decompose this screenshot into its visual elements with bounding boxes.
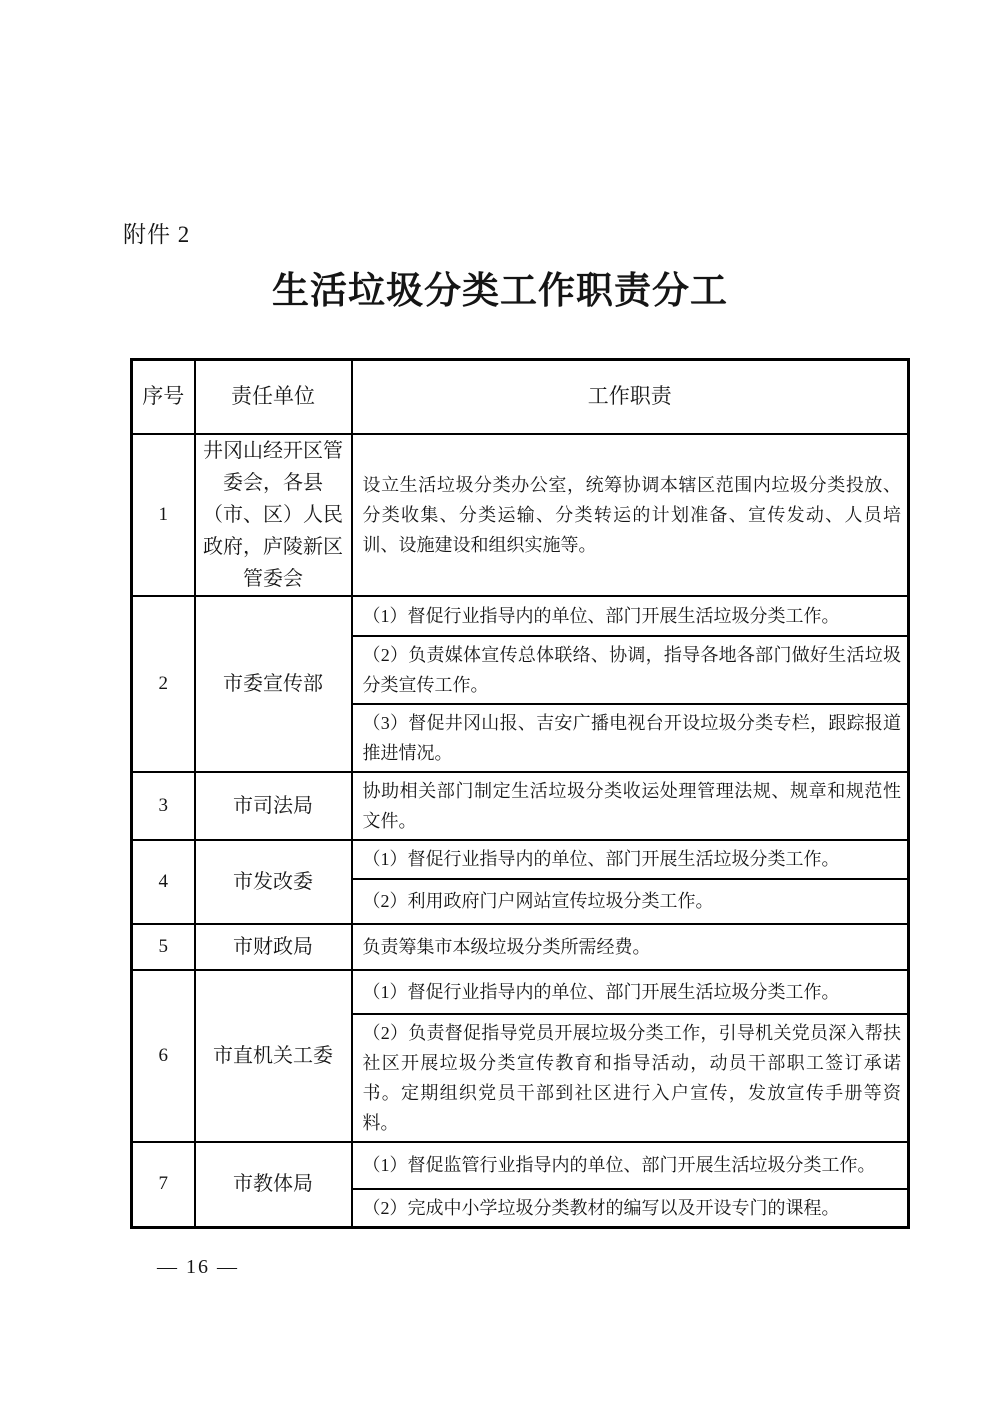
work-duty-cell: 协助相关部门制定生活垃圾分类收运处理管理法规、规章和规范性文件。	[352, 772, 909, 840]
col-header-responsible-unit: 责任单位	[195, 360, 352, 434]
col-header-work-duty: 工作职责	[352, 360, 909, 434]
serial-no-cell: 5	[132, 924, 195, 970]
work-duty-cell: 设立生活垃圾分类办公室，统筹协调本辖区范围内垃圾分类投放、分类收集、分类运输、分类转运的计划准备、宣传发动、人员培训、设施建设和组织实施等。	[352, 434, 909, 596]
table-row	[132, 924, 909, 970]
responsible-unit-cell: 市教体局	[195, 1142, 352, 1228]
table-row	[132, 970, 909, 1014]
table-row	[132, 434, 909, 596]
responsible-unit-cell: 市发改委	[195, 840, 352, 924]
work-duty-cell: （2）负责媒体宣传总体联络、协调，指导各地各部门做好生活垃圾分类宣传工作。	[352, 636, 909, 704]
attachment-label: 附件 2	[123, 222, 191, 247]
table-row	[132, 840, 909, 879]
work-duty-cell: （2）完成中小学垃圾分类教材的编写以及开设专门的课程。	[352, 1189, 909, 1228]
responsible-unit-cell: 市司法局	[195, 772, 352, 840]
table-header	[132, 360, 909, 434]
table-body	[132, 434, 909, 1228]
page-title: 生活垃圾分类工作职责分工	[272, 271, 728, 312]
responsible-unit-cell: 市直机关工委	[195, 970, 352, 1142]
responsible-unit-cell: 市财政局	[195, 924, 352, 970]
table-row	[132, 596, 909, 636]
responsible-unit-cell: 市委宣传部	[195, 596, 352, 772]
work-duty-cell: （1）督促行业指导内的单位、部门开展生活垃圾分类工作。	[352, 840, 909, 879]
work-duty-cell: （1）督促监管行业指导内的单位、部门开展生活垃圾分类工作。	[352, 1142, 909, 1189]
serial-no-cell: 3	[132, 772, 195, 840]
serial-no-cell: 2	[132, 596, 195, 772]
col-header-serial-no: 序号	[132, 360, 195, 434]
header-row	[132, 360, 909, 434]
table-row	[132, 1142, 909, 1189]
serial-no-cell: 7	[132, 1142, 195, 1228]
page-number: — 16 —	[157, 1256, 239, 1278]
responsibility-table	[130, 358, 910, 1229]
serial-no-cell: 4	[132, 840, 195, 924]
work-duty-cell: （2）负责督促指导党员开展垃圾分类工作，引导机关党员深入帮扶社区开展垃圾分类宣传教育和指导活动，动员干部职工签订承诺书。定期组织党员干部到社区进行入户宣传，发放宣传手册等资料。	[352, 1014, 909, 1142]
work-duty-cell: （1）督促行业指导内的单位、部门开展生活垃圾分类工作。	[352, 970, 909, 1014]
work-duty-cell: 负责筹集市本级垃圾分类所需经费。	[352, 924, 909, 970]
work-duty-cell: （3）督促井冈山报、吉安广播电视台开设垃圾分类专栏，跟踪报道推进情况。	[352, 704, 909, 772]
serial-no-cell: 1	[132, 434, 195, 596]
work-duty-cell: （2）利用政府门户网站宣传垃圾分类工作。	[352, 879, 909, 924]
serial-no-cell: 6	[132, 970, 195, 1142]
table-row	[132, 772, 909, 840]
responsible-unit-cell: 井冈山经开区管委会，各县（市、区）人民政府，庐陵新区管委会	[195, 434, 352, 596]
work-duty-cell: （1）督促行业指导内的单位、部门开展生活垃圾分类工作。	[352, 596, 909, 636]
